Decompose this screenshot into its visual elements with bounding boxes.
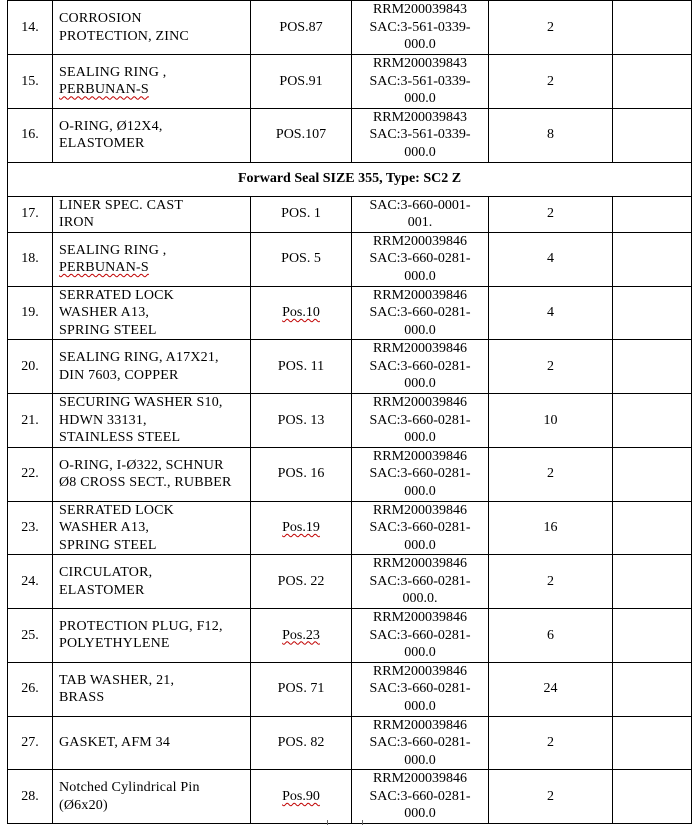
table-row <box>8 447 692 501</box>
position-cell <box>251 55 352 109</box>
table-row <box>8 55 692 109</box>
description-line: IRON <box>59 215 95 230</box>
remarks-cell <box>613 1 692 55</box>
description-line: SERRATED LOCK <box>59 287 174 303</box>
remarks-cell <box>613 108 692 162</box>
table-row <box>8 232 692 286</box>
item-number-cell: 22. <box>8 447 53 501</box>
description-line: (Ø6x20) <box>59 797 108 813</box>
quantity-cell: 2 <box>489 340 613 394</box>
description-line: STAINLESS STEEL <box>59 430 181 445</box>
table-row <box>8 394 692 448</box>
table-row <box>8 196 692 232</box>
reference-cell <box>352 716 489 770</box>
reference-line: 000.0 <box>404 806 436 822</box>
reference-line: 000.0 <box>404 537 436 553</box>
reference-line: SAC:3-561-0339- <box>369 127 471 143</box>
reference-line: RRM200039846 <box>372 556 468 572</box>
reference-line: RRM200039846 <box>372 610 468 625</box>
reference-line: RRM200039846 <box>372 448 468 464</box>
quantity-cell: 2 <box>489 447 613 501</box>
description-line: ELASTOMER <box>59 582 145 598</box>
position-cell <box>251 555 352 609</box>
description-line: CORROSION <box>59 11 142 26</box>
description-cell <box>53 501 251 555</box>
position-value: POS.91 <box>279 73 323 89</box>
description-line: SERRATED LOCK <box>59 502 174 518</box>
position-value: POS. 5 <box>281 251 321 267</box>
quantity-cell: 16 <box>489 501 613 555</box>
description-line: O-RING, I-Ø322, SCHNUR <box>59 457 224 473</box>
reference-cell <box>352 770 489 824</box>
item-number-cell: 24. <box>8 555 53 609</box>
position-cell <box>251 340 352 394</box>
reference-line: RRM200039846 <box>372 395 468 410</box>
quantity-cell: 10 <box>489 394 613 448</box>
reference-cell <box>352 196 489 232</box>
position-cell <box>251 609 352 663</box>
description-line: POLYETHYLENE <box>59 636 170 652</box>
description-line: HDWN 33131, <box>59 412 147 428</box>
quantity-cell: 2 <box>489 196 613 232</box>
reference-line: RRM200039846 <box>372 341 468 357</box>
position-value: POS. 13 <box>277 412 325 428</box>
description-cell <box>53 662 251 716</box>
reference-line: RRM200039846 <box>372 502 468 518</box>
position-cell <box>251 447 352 501</box>
reference-line: SAC:3-561-0339- <box>369 73 471 89</box>
remarks-cell <box>613 662 692 716</box>
reference-line: RRM200039846 <box>372 287 468 303</box>
reference-line: SAC:3-660-0281- <box>369 627 471 643</box>
description-cell <box>53 196 251 232</box>
quantity-cell: 8 <box>489 108 613 162</box>
description-cell <box>53 447 251 501</box>
description-line: SECURING WASHER S10, <box>59 395 223 410</box>
position-cell <box>251 286 352 340</box>
description-line: PERBUNAN-S <box>59 260 149 275</box>
description-cell <box>53 232 251 286</box>
reference-cell <box>352 501 489 555</box>
quantity-cell: 4 <box>489 286 613 340</box>
description-cell <box>53 1 251 55</box>
description-line: CIRCULATOR, <box>59 565 153 580</box>
description-line: DIN 7603, COPPER <box>59 367 179 383</box>
description-line: ELASTOMER <box>59 136 145 151</box>
description-line: SPRING STEEL <box>59 322 157 338</box>
position-value: POS.107 <box>275 127 327 143</box>
reference-line: 000.0 <box>404 645 436 660</box>
description-cell <box>53 286 251 340</box>
quantity-cell: 2 <box>489 55 613 109</box>
parts-table <box>7 0 692 824</box>
description-line: Ø8 CROSS SECT., RUBBER <box>59 475 232 490</box>
reference-line: RRM200039843 <box>372 109 468 125</box>
remarks-cell <box>613 232 692 286</box>
reference-line: SAC:3-660-0281- <box>369 251 471 267</box>
description-line: WASHER A13, <box>59 305 150 320</box>
reference-cell <box>352 340 489 394</box>
reference-line: RRM200039846 <box>372 771 468 787</box>
description-cell <box>53 716 251 770</box>
position-value: POS.87 <box>279 19 323 35</box>
position-value: POS. 22 <box>277 573 325 589</box>
item-number-cell: 20. <box>8 340 53 394</box>
reference-cell <box>352 447 489 501</box>
quantity-cell: 4 <box>489 232 613 286</box>
position-cell <box>251 394 352 448</box>
reference-line: 000.0 <box>404 698 436 714</box>
item-number-cell: 23. <box>8 501 53 555</box>
remarks-cell <box>613 55 692 109</box>
position-value: POS. 16 <box>277 466 325 482</box>
item-number-cell: 17. <box>8 196 53 232</box>
quantity-cell: 2 <box>489 555 613 609</box>
position-value: Pos.19 <box>282 520 320 535</box>
reference-line: 000.0 <box>404 752 436 768</box>
table-row <box>8 609 692 663</box>
position-value: Pos.10 <box>282 305 320 320</box>
reference-line: RRM200039846 <box>372 233 468 249</box>
reference-line: 000.0 <box>404 430 436 445</box>
reference-line: SAC:3-660-0281- <box>369 466 471 482</box>
table-row <box>8 340 692 394</box>
position-value: POS. 71 <box>277 681 325 697</box>
description-cell <box>53 770 251 824</box>
position-cell <box>251 716 352 770</box>
reference-line: RRM200039846 <box>372 717 468 733</box>
item-number-cell: 15. <box>8 55 53 109</box>
description-cell <box>53 394 251 448</box>
reference-line: 000.0 <box>404 144 436 160</box>
table-row <box>8 662 692 716</box>
reference-line: 000.0 <box>404 322 436 338</box>
reference-line: SAC:3-660-0281- <box>369 520 471 535</box>
description-line: SEALING RING , <box>59 242 167 258</box>
edge-mark <box>362 820 363 825</box>
section-title: Forward Seal SIZE 355, Type: SC2 Z <box>8 162 692 196</box>
remarks-cell <box>613 609 692 663</box>
reference-cell <box>352 108 489 162</box>
reference-cell <box>352 609 489 663</box>
table-body-bottom <box>8 196 692 824</box>
remarks-cell <box>613 555 692 609</box>
description-cell <box>53 555 251 609</box>
item-number-cell: 26. <box>8 662 53 716</box>
remarks-cell <box>613 286 692 340</box>
reference-line: 000.0 <box>404 37 436 53</box>
position-value: POS. 82 <box>277 735 325 750</box>
table-row <box>8 501 692 555</box>
position-cell <box>251 1 352 55</box>
reference-line: 000.0 <box>404 483 436 499</box>
description-line: PROTECTION PLUG, F12, <box>59 618 223 634</box>
description-line: Notched Cylindrical Pin <box>59 780 200 795</box>
bottom-edge-marks <box>327 820 363 825</box>
reference-line: 000.0. <box>402 591 438 607</box>
reference-cell <box>352 232 489 286</box>
remarks-cell <box>613 501 692 555</box>
description-line: LINER SPEC. CAST <box>59 197 184 213</box>
table-body-top <box>8 1 692 163</box>
description-line: GASKET, AFM 34 <box>59 735 171 750</box>
quantity-cell: 24 <box>489 662 613 716</box>
position-cell <box>251 108 352 162</box>
remarks-cell <box>613 770 692 824</box>
description-line: SPRING STEEL <box>59 537 157 553</box>
table-row <box>8 770 692 824</box>
table-row <box>8 286 692 340</box>
position-cell <box>251 770 352 824</box>
position-cell <box>251 662 352 716</box>
reference-line: SAC:3-660-0281- <box>369 412 471 428</box>
remarks-cell <box>613 340 692 394</box>
remarks-cell <box>613 196 692 232</box>
description-line: BRASS <box>59 690 105 705</box>
item-number-cell: 14. <box>8 1 53 55</box>
position-cell <box>251 196 352 232</box>
description-cell <box>53 340 251 394</box>
quantity-cell: 2 <box>489 716 613 770</box>
table-row <box>8 108 692 162</box>
reference-line: 000.0 <box>404 376 436 392</box>
reference-line: SAC:3-660-0281- <box>369 681 471 697</box>
reference-line: 000.0 <box>404 91 436 106</box>
description-cell <box>53 108 251 162</box>
remarks-cell <box>613 394 692 448</box>
description-line: PROTECTION, ZINC <box>59 28 189 44</box>
reference-line: 000.0 <box>404 268 436 284</box>
position-value: POS. 11 <box>277 358 325 374</box>
quantity-cell: 2 <box>489 1 613 55</box>
item-number-cell: 18. <box>8 232 53 286</box>
description-line: O-RING, Ø12X4, <box>59 118 163 134</box>
reference-cell <box>352 394 489 448</box>
description-line: SEALING RING, A17X21, <box>59 350 219 365</box>
description-line: TAB WASHER, 21, <box>59 672 175 688</box>
item-number-cell: 21. <box>8 394 53 448</box>
reference-line: RRM200039843 <box>372 2 468 18</box>
reference-cell <box>352 662 489 716</box>
position-cell <box>251 232 352 286</box>
reference-line: SAC:3-660-0281- <box>369 788 471 804</box>
description-line: PERBUNAN-S <box>59 82 149 98</box>
table-row <box>8 716 692 770</box>
reference-line: SAC:3-660-0281- <box>369 305 471 320</box>
edge-mark <box>327 820 328 825</box>
position-value: Pos.90 <box>282 788 320 804</box>
reference-line: SAC:3-660-0001- <box>369 197 471 213</box>
table-row <box>8 555 692 609</box>
reference-line: SAC:3-561-0339- <box>369 19 471 35</box>
section-header-row <box>8 162 692 196</box>
reference-line: RRM200039843 <box>372 56 468 71</box>
reference-line: SAC:3-660-0281- <box>369 735 471 750</box>
reference-line: 001. <box>407 215 433 230</box>
position-value: POS. 1 <box>281 206 321 222</box>
item-number-cell: 27. <box>8 716 53 770</box>
position-cell <box>251 501 352 555</box>
item-number-cell: 16. <box>8 108 53 162</box>
table-row <box>8 1 692 55</box>
reference-line: SAC:3-660-0281- <box>369 358 471 374</box>
section-header-body <box>8 162 692 196</box>
reference-cell <box>352 1 489 55</box>
remarks-cell <box>613 447 692 501</box>
position-value: Pos.23 <box>282 627 320 643</box>
quantity-cell: 2 <box>489 770 613 824</box>
reference-cell <box>352 55 489 109</box>
reference-line: SAC:3-660-0281- <box>369 573 471 589</box>
item-number-cell: 19. <box>8 286 53 340</box>
item-number-cell: 28. <box>8 770 53 824</box>
description-line: SEALING RING , <box>59 64 167 80</box>
quantity-cell: 6 <box>489 609 613 663</box>
reference-cell <box>352 286 489 340</box>
description-cell <box>53 609 251 663</box>
reference-line: RRM200039846 <box>372 663 468 679</box>
description-line: WASHER A13, <box>59 520 150 535</box>
description-cell <box>53 55 251 109</box>
reference-cell <box>352 555 489 609</box>
item-number-cell: 25. <box>8 609 53 663</box>
remarks-cell <box>613 716 692 770</box>
